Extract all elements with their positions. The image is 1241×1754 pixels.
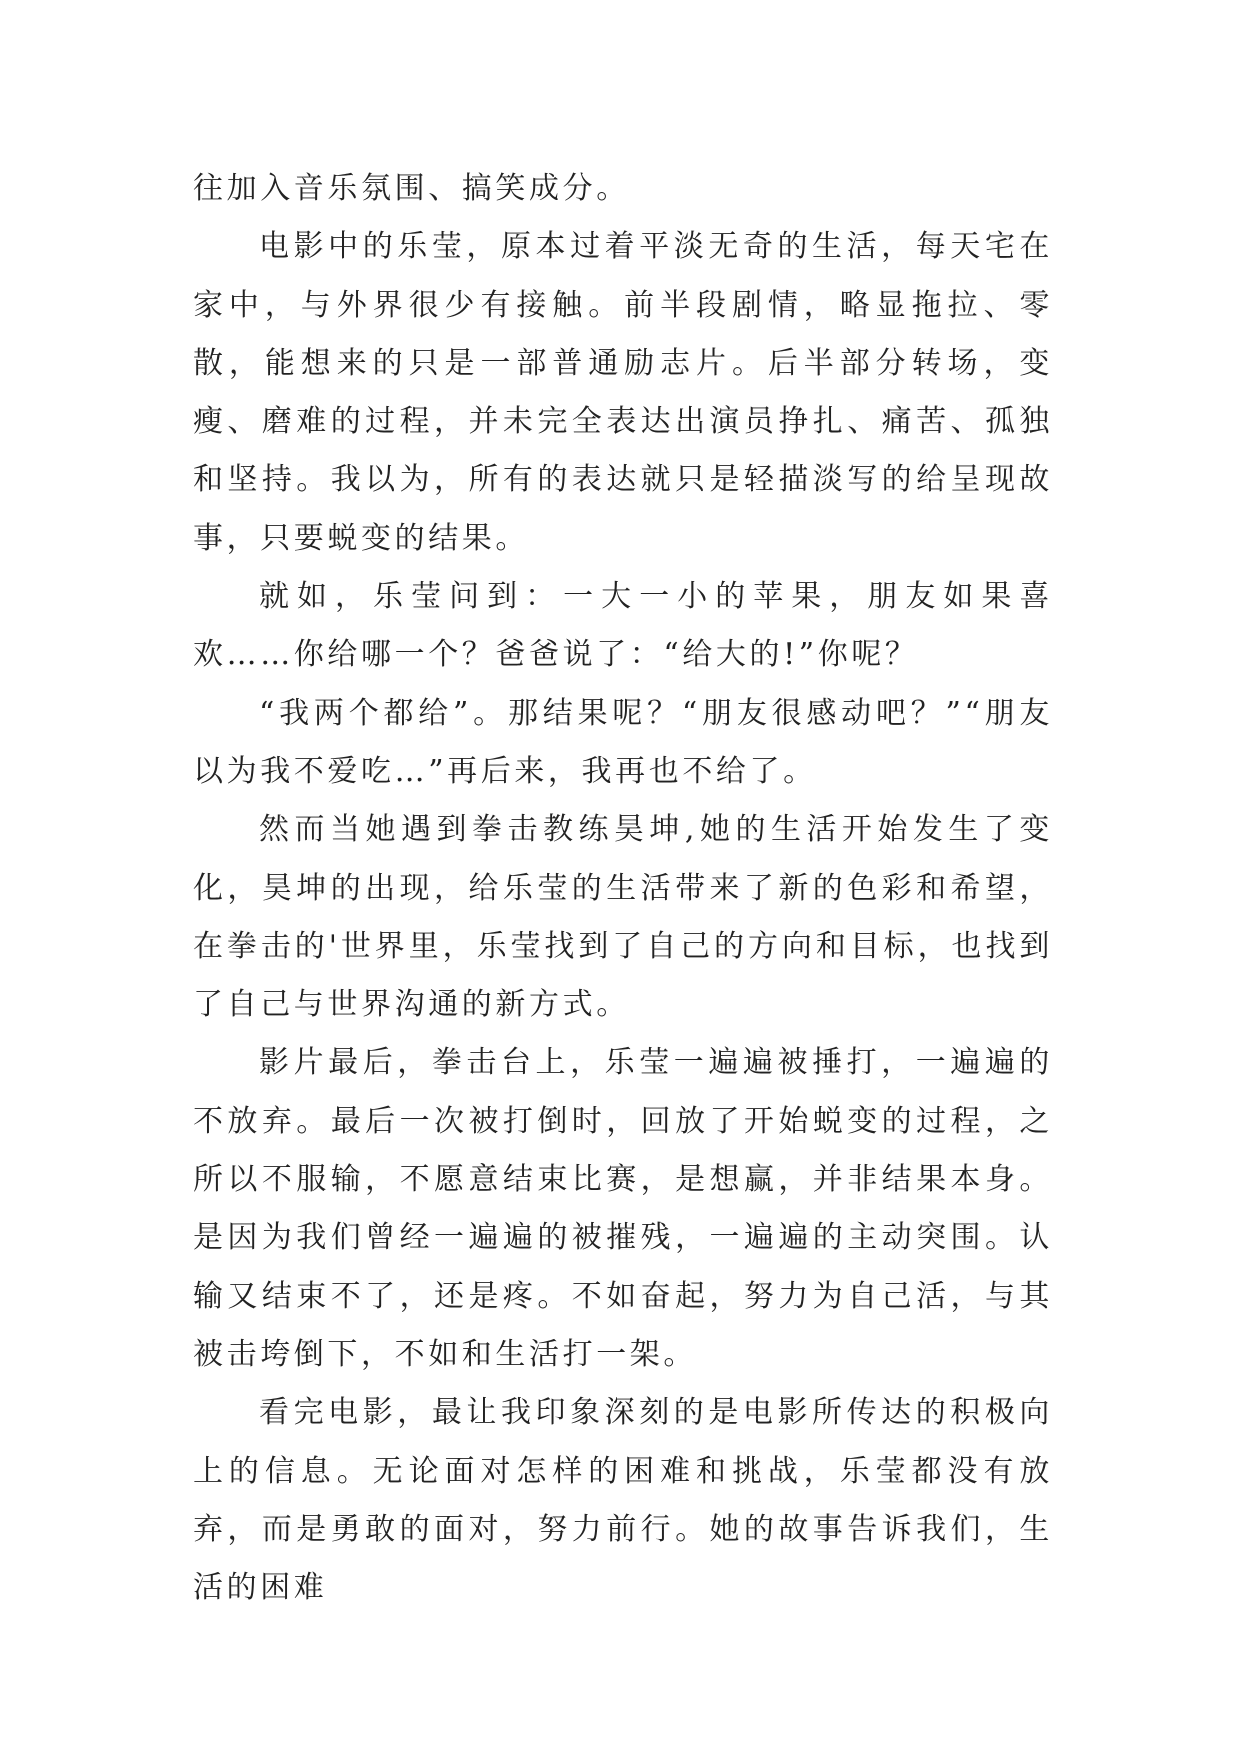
- paragraph-apple-answer: “我两个都给”。那结果呢？“朋友很感动吧？”“朋友以为我不爱吃…”再后来，我再也不给了。: [193, 695, 1053, 789]
- body-text: [193, 160, 1053, 1617]
- paragraph-plot-first-half: 电影中的乐莹，原本过着平淡无奇的生活，每天宅在家中，与外界很少有接触。前半段剧情，略显拖拉、零散，能想来的只是一部普通励志片。后半部分转场，变瘦、磨难的过程，并未完全表达出演员挣扎、痛苦、孤独和坚持。我以为，所有的表达就只是轻描淡写的给呈现故事，只要蜕变的结果。: [193, 229, 1053, 556]
- paragraph-continuation: 往加入音乐氛围、搞笑成分。: [193, 171, 630, 206]
- paragraph-reflection: 看完电影，最让我印象深刻的是电影所传达的积极向上的信息。无论面对怎样的困难和挑战，乐莹都没有放弃，而是勇敢的面对，努力前行。她的故事告诉我们，生活的困难: [193, 1395, 1053, 1606]
- paragraph-boxing-coach: 然而当她遇到拳击教练昊坤,她的生活开始发生了变化，昊坤的出现，给乐莹的生活带来了新的色彩和希望，在拳击的'世界里，乐莹找到了自己的方向和目标，也找到了自己与世界沟通的新方式。: [193, 812, 1053, 1023]
- paragraph-apple-question: 就如，乐莹问到：一大一小的苹果，朋友如果喜欢……你给哪一个？爸爸说了：“给大的!”你呢？: [193, 579, 1053, 673]
- paragraph-boxing-ring: 影片最后，拳击台上，乐莹一遍遍被捶打，一遍遍的不放弃。最后一次被打倒时，回放了开始蜕变的过程，之所以不服输，不愿意结束比赛，是想赢，并非结果本身。是因为我们曾经一遍遍的被摧残，一遍遍的主动突围。认输又结束不了，还是疼。不如奋起，努力为自己活，与其被击垮倒下，不如和生活打一架。: [193, 1045, 1053, 1372]
